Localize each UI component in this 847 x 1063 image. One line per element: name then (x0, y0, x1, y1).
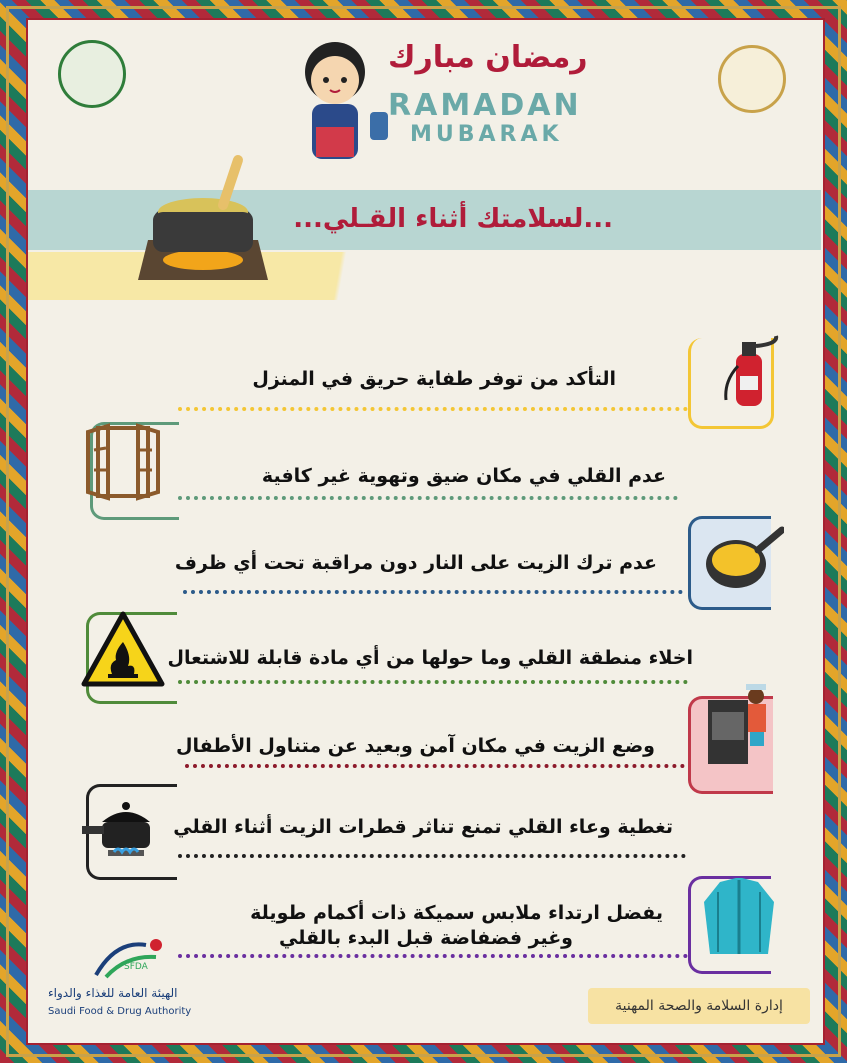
jacket-icon (696, 872, 782, 958)
covered-pot-icon (78, 782, 164, 868)
tip-text-1: التأكد من توفر طفاية حريق في المنزل (252, 368, 616, 390)
fire-extinguisher-icon (706, 326, 792, 412)
ramadan-girl-icon (290, 32, 400, 167)
tip-divider-7 (178, 954, 688, 958)
banner-title: ...لسلامتك أثناء القـلي... (293, 204, 613, 234)
frying-pan-icon (698, 514, 784, 600)
tip-divider-3 (183, 590, 683, 594)
mubarak-english-title: MUBARAK (410, 122, 563, 147)
tip-divider-1 (178, 407, 688, 411)
university-logo (58, 40, 126, 108)
safety-department-logo (718, 45, 786, 113)
sfda-arabic-name: الهيئة العامة للغذاء والدواء (48, 986, 178, 1000)
sfda-logo-icon (86, 935, 176, 985)
tip-divider-2 (178, 496, 678, 500)
tip-text-7-line2: وغير فضفاضة قبل البدء بالقلي (279, 927, 573, 949)
ramadan-arabic-title: رمضان مبارك (388, 40, 588, 75)
window-icon (80, 420, 166, 506)
poster (26, 18, 825, 1045)
frying-pot-icon (128, 150, 278, 290)
tip-divider-6 (178, 854, 686, 858)
tip-text-3: عدم ترك الزيت على النار دون مراقبة تحت أي ظرف (174, 552, 657, 574)
sfda-short: SFDA (124, 962, 148, 972)
tip-text-2: عدم القلي في مكان ضيق وتهوية غير كافية (261, 465, 666, 487)
tip-text-5: وضع الزيت في مكان آمن وبعيد عن متناول الأطفال (175, 735, 655, 757)
department-badge: إدارة السلامة والصحة المهنية (588, 988, 810, 1024)
flammable-warning-icon (80, 608, 166, 694)
sfda-english-name: Saudi Food & Drug Authority (48, 1006, 192, 1017)
child-stove-icon (698, 680, 784, 766)
tip-text-6: تغطية وعاء القلي تمنع تناثر قطرات الزيت أثناء القلي (173, 816, 673, 838)
tip-text-7-line1: يفضل ارتداء ملابس سميكة ذات أكمام طويلة (250, 902, 663, 924)
tip-text-4: اخلاء منطقة القلي وما حولها من أي مادة قابلة للاشتعال (167, 647, 693, 669)
tip-divider-4 (178, 680, 688, 684)
ramadan-english-title: RAMADAN (388, 88, 582, 123)
tip-divider-5 (185, 764, 685, 768)
